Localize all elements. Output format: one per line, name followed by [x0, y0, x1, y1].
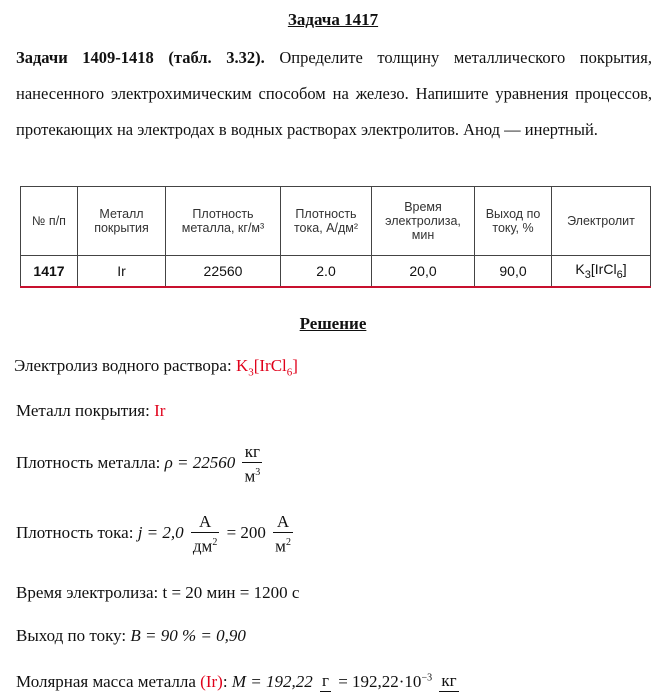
density-label: Плотность металла: — [16, 453, 165, 473]
header-cell: Плотность металла, кг/м³ — [166, 187, 281, 256]
cell-number: 1417 — [21, 256, 78, 288]
metal-line — [16, 401, 165, 421]
problem-title: Задача 1417 — [287, 10, 379, 29]
time-line — [16, 583, 299, 603]
cell-density: 22560 — [166, 256, 281, 288]
molar-mass-line: Молярная масса металла (Ir): M = 192,22 г = $192,22\cdot 10^{-3}$ кг — [16, 671, 457, 691]
problem-lead: Задачи 1409-1418 (табл. 3.32). — [16, 48, 265, 67]
molar-label: Молярная масса металла — [16, 672, 201, 691]
problem-text: Определите толщину металлического покрытия, нанесенного электрохимическим способом на железо. Напишите уравнения процессов, протекающих на электродах в водных растворах электролитов. Анод — инертный. — [16, 48, 652, 139]
header-cell: Металл покрытия — [78, 187, 166, 256]
current-label: Плотность тока: — [16, 523, 138, 543]
table-header-row — [21, 187, 651, 256]
metal-label: Металл покрытия: — [16, 401, 155, 420]
density-line — [16, 443, 265, 486]
cell-current-density: 2.0 — [281, 256, 372, 288]
cell-time: 20,0 — [372, 256, 475, 288]
time-value: t = 20 мин = 1200 с — [162, 583, 300, 602]
molar-metal: (Ir) — [200, 672, 223, 691]
current-unit-2: $\frac{А}{м^2}$ — [275, 512, 291, 556]
density-unit: $\frac{кг}{м^3}$ — [244, 442, 261, 486]
header-cell: Плотность тока, А/дм² — [281, 187, 372, 256]
electrolysis-label: Электролиз водного раствора: — [14, 356, 236, 375]
time-label: Время электролиза: — [16, 583, 163, 602]
table-row — [21, 256, 651, 288]
molar-unit-1: г — [321, 671, 329, 690]
molar-expression: M = 192,22 — [231, 672, 313, 691]
yield-line — [16, 626, 246, 646]
header-cell: № п/п — [21, 187, 78, 256]
current-expression: j = 2,0 — [137, 523, 184, 543]
density-expression: ρ = 22560 — [164, 453, 236, 473]
current-line — [16, 513, 296, 556]
yield-label: Выход по току: — [16, 626, 131, 645]
yield-value: B = 90 % = 0,90 — [130, 626, 246, 645]
solution-heading: Решение — [299, 314, 367, 333]
metal-value: Ir — [154, 401, 166, 420]
electrolysis-line — [14, 356, 298, 378]
current-unit-1: $\frac{А}{дм^2}$ — [192, 512, 218, 556]
header-cell: Время электролиза, мин — [372, 187, 475, 256]
cell-electrolyte: $K_3[IrCl_6]$ — [552, 256, 651, 288]
molar-unit-2: кг — [441, 671, 457, 690]
molar-converted: = $192,22\cdot 10^{-3}$ — [338, 672, 433, 691]
parameters-table — [20, 186, 651, 288]
cell-metal: Ir — [78, 256, 166, 288]
problem-statement — [16, 40, 652, 148]
electrolyte-formula: $K_3[IrCl_6]$ — [235, 356, 298, 379]
cell-yield: 90,0 — [475, 256, 552, 288]
header-cell: Электролит — [552, 187, 651, 256]
header-cell: Выход по току, % — [475, 187, 552, 256]
current-converted: = 200 — [226, 523, 266, 543]
